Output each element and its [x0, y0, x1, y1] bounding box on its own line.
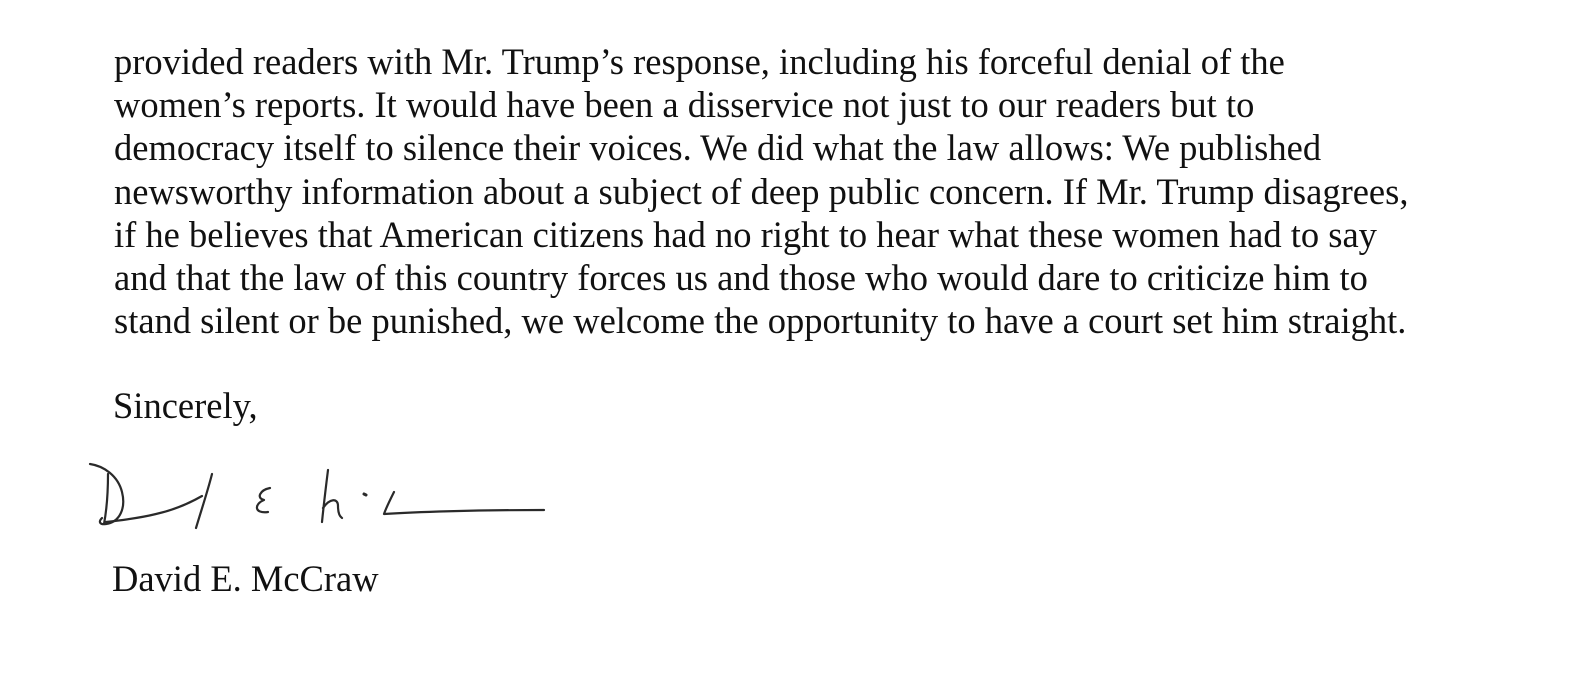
signer-name: David E. McCraw [112, 558, 379, 599]
letter-body-line: provided readers with Mr. Trump’s response, including his forceful denial of the [114, 41, 1285, 82]
handwritten-signature [84, 452, 554, 542]
letter-body-line: stand silent or be punished, we welcome the opportunity to have a court set him straight. [114, 300, 1407, 342]
letter-body-line: women’s reports. It would have been a disservice not just to our readers but to [114, 84, 1255, 126]
letter-body-line: democracy itself to silence their voices. We did what the law allows: We published [114, 127, 1322, 169]
letter-body [114, 40, 1534, 342]
letter-body-line: if he believes that American citizens had no right to hear what these women had to say [114, 213, 1377, 255]
letter-body-line: newsworthy information about a subject of deep public concern. If Mr. Trump disagrees, [114, 170, 1409, 212]
closing-salutation: Sincerely, [113, 385, 258, 426]
letter-body-line: and that the law of this country forces us and those who would dare to criticize him to [114, 257, 1368, 299]
